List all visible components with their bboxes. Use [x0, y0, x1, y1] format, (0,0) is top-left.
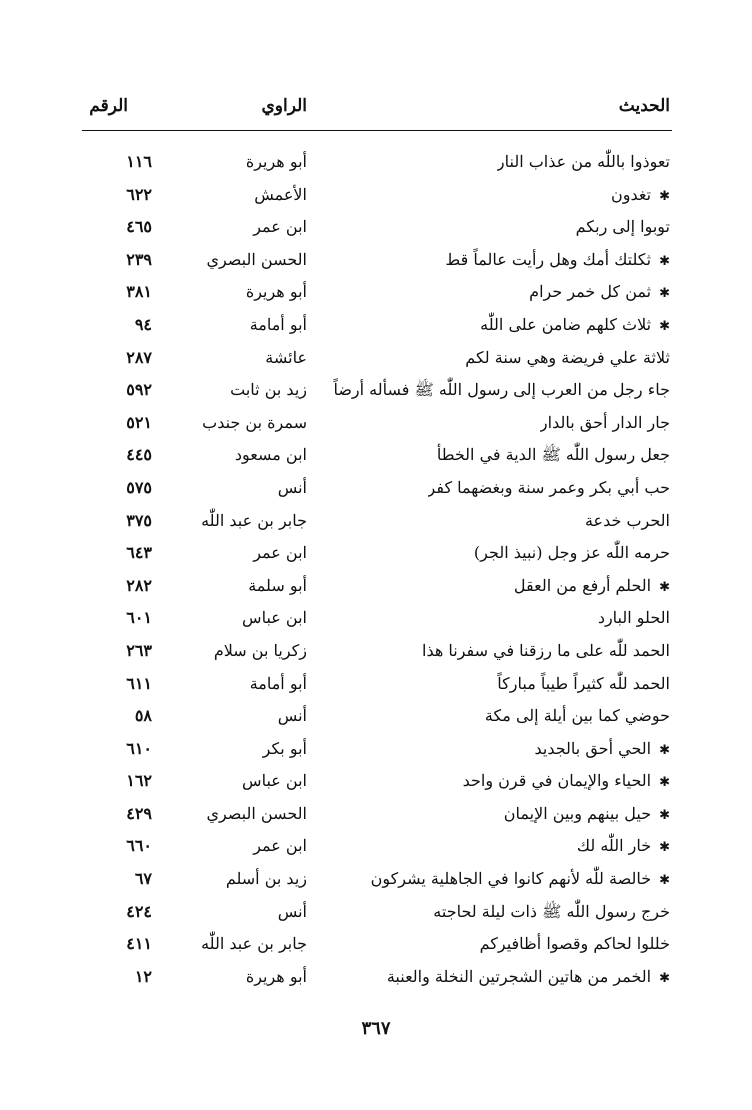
table-row — [0, 570, 752, 603]
narrator-name: أبو أمامة — [249, 673, 307, 693]
hadith-number: ١١٦ — [126, 152, 152, 171]
narrator-name: ابن مسعود — [234, 445, 307, 465]
asterisk-icon: ✱ — [659, 775, 670, 791]
asterisk-icon: ✱ — [659, 286, 670, 302]
hadith-text-label: الحلو البارد — [597, 608, 670, 628]
narrator-name: أنس — [277, 901, 307, 921]
hadith-text-label: تغدون — [611, 184, 652, 204]
hadith-text-label: ثلاث كلهم ضامن على اللّٰه — [480, 314, 652, 334]
hadith-text-label: جار الدار أحق بالدار — [539, 412, 670, 432]
hadith-text-label: الحمد للّٰه على ما رزقنا في سفرنا هذا — [422, 640, 670, 660]
table-row — [0, 244, 752, 277]
narrator-name: ابن عمر — [253, 217, 307, 237]
asterisk-icon: ✱ — [659, 742, 670, 758]
asterisk-icon: ✱ — [659, 579, 670, 595]
table-row — [0, 211, 752, 244]
hadith-number: ١٦٢ — [126, 771, 152, 791]
narrator-name: ابن عباس — [242, 771, 307, 791]
hadith-number: ٤١١ — [126, 934, 152, 954]
table-row — [0, 472, 752, 505]
column-header-number: الرقم — [89, 96, 128, 116]
hadith-text-label: تعوذوا باللّٰه من عذاب النار — [496, 152, 670, 171]
narrator-name: ابن عمر — [253, 543, 307, 563]
hadith-text — [514, 570, 670, 604]
hadith-number: ٦١١ — [126, 673, 152, 693]
table-row — [0, 439, 752, 472]
narrator-name: الحسن البصري — [206, 803, 307, 823]
hadith-text-label: حيل بينهم وبين الإيمان — [503, 803, 652, 823]
asterisk-icon: ✱ — [659, 970, 670, 986]
asterisk-icon: ✱ — [659, 188, 670, 204]
narrator-name: أبو هريرة — [245, 282, 307, 302]
table-row — [0, 602, 752, 635]
narrator-name: أبو هريرة — [245, 152, 307, 171]
table-row — [0, 830, 752, 863]
column-header-hadith: الحديث — [618, 96, 670, 116]
hadith-text-label: الحياء والإيمان في قرن واحد — [462, 771, 652, 791]
table-row — [0, 798, 752, 831]
page-number: ٣٦٧ — [361, 1018, 391, 1039]
table-row — [0, 668, 752, 701]
table-row — [0, 765, 752, 798]
hadith-text-label: حب أبي بكر وعمر سنة وبغضهما كفر — [427, 477, 670, 497]
column-header-narrator: الراوي — [261, 96, 307, 116]
asterisk-icon: ✱ — [659, 807, 670, 823]
hadith-text-label: الحي أحق بالجديد — [534, 738, 652, 758]
hadith-number: ١٢ — [134, 966, 152, 986]
hadith-number: ٤٤٥ — [126, 445, 152, 465]
asterisk-icon: ✱ — [659, 318, 670, 334]
narrator-name: أبو بكر — [262, 738, 307, 758]
hadith-text-label: خرج رسول اللّٰه ﷺ ذات ليلة لحاجته — [433, 901, 670, 921]
asterisk-icon: ✱ — [659, 840, 670, 856]
table-row — [0, 374, 752, 407]
narrator-name: ابن عباس — [242, 608, 307, 628]
hadith-number: ٣٨١ — [126, 282, 152, 302]
table-row — [0, 276, 752, 309]
narrator-name: جابر بن عبد اللّٰه — [201, 934, 307, 954]
hadith-number: ٦٦٠ — [126, 836, 152, 856]
hadith-text-label: الحلم أرفع من العقل — [513, 575, 652, 595]
hadith-number: ٤٢٤ — [126, 901, 152, 921]
hadith-text-label: حرمه اللّٰه عز وجل (نبيذ الجر) — [473, 543, 670, 563]
hadith-text-label: ثمن كل خمر حرام — [529, 282, 652, 302]
hadith-number: ٦٠١ — [126, 608, 152, 628]
hadith-text-label: جاء رجل من العرب إلى رسول اللّٰه ﷺ فسأله أرضاً — [333, 380, 670, 400]
hadith-text — [585, 505, 670, 537]
narrator-name: الأعمش — [254, 184, 307, 204]
hadith-number: ٦١٠ — [126, 738, 152, 758]
hadith-number: ٤٦٥ — [126, 217, 152, 237]
table-row — [0, 505, 752, 538]
hadith-text — [576, 211, 670, 243]
hadith-number: ٢٣٩ — [126, 249, 152, 269]
hadith-text — [497, 146, 670, 178]
table-row — [0, 179, 752, 212]
hadith-number: ٢٨٢ — [126, 575, 152, 595]
narrator-name: أنس — [277, 706, 307, 726]
hadith-number: ٥٨ — [134, 706, 152, 726]
header-rule — [82, 130, 672, 131]
table-row — [0, 928, 752, 961]
hadith-text — [445, 244, 670, 278]
hadith-text — [480, 928, 670, 960]
hadith-text-label: الحرب خدعة — [584, 510, 670, 530]
hadith-text — [577, 830, 670, 864]
narrator-name: جابر بن عبد اللّٰه — [201, 510, 307, 530]
table-row — [0, 961, 752, 994]
hadith-text-label: خالصة للّٰه لأنهم كانوا في الجاهلية يشركون — [370, 869, 652, 889]
narrator-name: الحسن البصري — [206, 249, 307, 269]
table-row — [0, 146, 752, 179]
table-row — [0, 309, 752, 342]
hadith-number: ٥٢١ — [126, 412, 152, 432]
hadith-number: ٢٨٧ — [126, 347, 152, 367]
hadith-text — [480, 309, 670, 343]
narrator-name: زيد بن ثابت — [230, 380, 307, 400]
narrator-name: أبو هريرة — [245, 966, 307, 986]
hadith-text — [433, 896, 670, 928]
hadith-text-label: جعل رسول اللّٰه ﷺ الدية في الخطأ — [436, 445, 670, 465]
table-row — [0, 407, 752, 440]
hadith-text-label: توبوا إلى ربكم — [575, 217, 670, 237]
hadith-number: ٩٤ — [134, 314, 152, 334]
hadith-text — [465, 342, 670, 374]
hadith-number: ٢٦٣ — [126, 640, 152, 660]
narrator-name: ابن عمر — [253, 836, 307, 856]
hadith-number: ٦٢٢ — [126, 184, 152, 204]
table-row — [0, 733, 752, 766]
narrator-name: أنس — [277, 477, 307, 497]
hadith-text — [504, 798, 670, 832]
hadith-text — [371, 863, 670, 897]
hadith-text — [497, 668, 670, 700]
hadith-text — [333, 374, 670, 406]
hadith-text-label: الحمد للّٰه كثيراً طيباً مباركاً — [497, 673, 670, 693]
hadith-text — [422, 635, 670, 667]
hadith-number: ٥٩٢ — [126, 380, 152, 400]
hadith-number: ٦٤٣ — [126, 543, 152, 563]
table-row — [0, 537, 752, 570]
hadith-text — [540, 407, 670, 439]
hadith-text — [387, 961, 670, 995]
narrator-name: زكريا بن سلام — [213, 640, 307, 660]
hadith-number: ٦٧ — [134, 869, 152, 889]
table-row — [0, 896, 752, 929]
narrator-name: أبو سلمة — [248, 575, 307, 595]
table-row — [0, 863, 752, 896]
narrator-name: أبو أمامة — [249, 314, 307, 334]
hadith-number: ٤٢٩ — [126, 803, 152, 823]
asterisk-icon: ✱ — [659, 253, 670, 269]
hadith-index-table — [0, 146, 752, 993]
table-row — [0, 700, 752, 733]
hadith-text — [598, 602, 670, 634]
hadith-text-label: خللوا لحاكم وقصوا أظافيركم — [479, 934, 670, 954]
hadith-text-label: ثلاثة علي فريضة وهي سنة لكم — [465, 347, 670, 367]
narrator-name: عائشة — [265, 347, 307, 367]
hadith-text — [437, 439, 670, 471]
narrator-name: سمرة بن جندب — [202, 412, 307, 432]
hadith-number: ٥٧٥ — [126, 477, 152, 497]
hadith-text — [534, 733, 670, 767]
hadith-text-label: حوضي كما بين أيلة إلى مكة — [484, 706, 670, 726]
hadith-text — [485, 700, 670, 732]
hadith-text-label: خار اللّٰه لك — [576, 836, 652, 856]
hadith-text-label: الخمر من هاتين الشجرتين النخلة والعنبة — [386, 966, 652, 986]
hadith-text — [611, 179, 670, 213]
hadith-text-label: ثكلتك أمك وهل رأيت عالماً قط — [445, 249, 652, 269]
table-row — [0, 342, 752, 375]
hadith-text — [474, 537, 670, 569]
hadith-text — [463, 765, 670, 799]
narrator-name: زيد بن أسلم — [225, 869, 307, 889]
asterisk-icon: ✱ — [659, 873, 670, 889]
hadith-text — [428, 472, 670, 504]
table-row — [0, 635, 752, 668]
hadith-text — [529, 276, 670, 310]
hadith-number: ٣٧٥ — [126, 510, 152, 530]
